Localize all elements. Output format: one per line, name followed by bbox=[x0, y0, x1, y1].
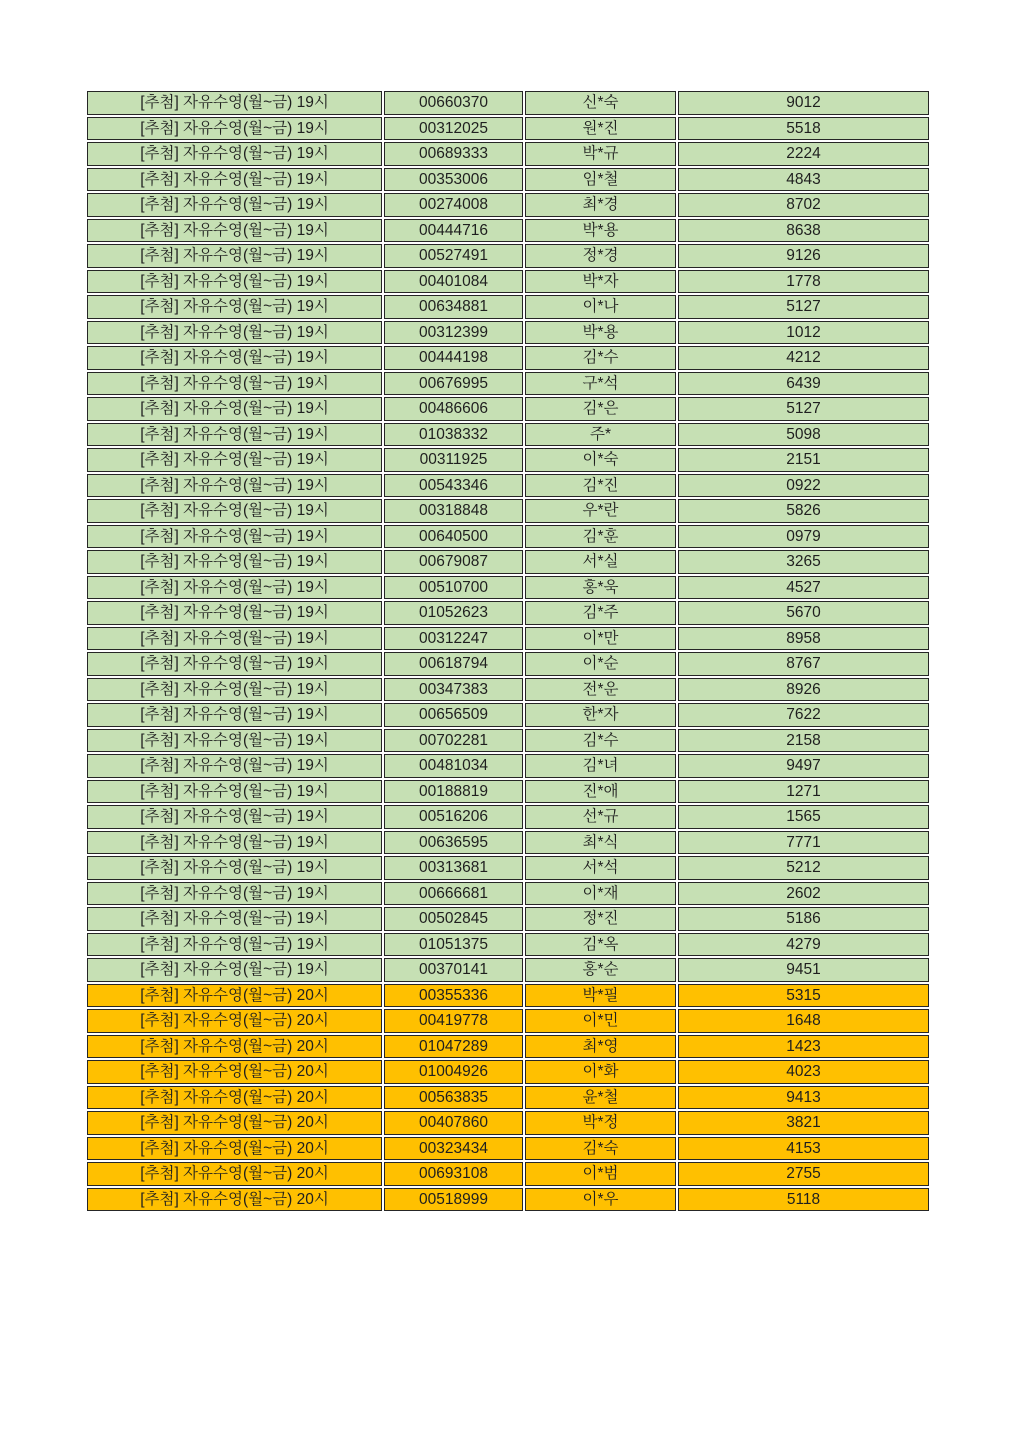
table-row bbox=[87, 270, 929, 294]
draw-number-cell: 5826 bbox=[678, 499, 929, 523]
name-cell: 김*은 bbox=[525, 397, 676, 421]
name-cell: 김*진 bbox=[525, 474, 676, 498]
draw-number-cell: 8702 bbox=[678, 193, 929, 217]
name-cell: 이*범 bbox=[525, 1162, 676, 1186]
table-row bbox=[87, 1086, 929, 1110]
name-cell: 구*석 bbox=[525, 372, 676, 396]
table-row bbox=[87, 907, 929, 931]
program-cell: [추첨] 자유수영(월~금) 19시 bbox=[87, 219, 382, 243]
member-id-cell: 00527491 bbox=[384, 244, 523, 268]
table-row bbox=[87, 1060, 929, 1084]
member-id-cell: 00660370 bbox=[384, 91, 523, 115]
name-cell: 한*자 bbox=[525, 703, 676, 727]
program-cell: [추첨] 자유수영(월~금) 19시 bbox=[87, 525, 382, 549]
draw-number-cell: 5127 bbox=[678, 397, 929, 421]
program-cell: [추첨] 자유수영(월~금) 19시 bbox=[87, 244, 382, 268]
table-row bbox=[87, 550, 929, 574]
program-cell: [추첨] 자유수영(월~금) 20시 bbox=[87, 1060, 382, 1084]
member-id-cell: 00353006 bbox=[384, 168, 523, 192]
member-id-cell: 01047289 bbox=[384, 1035, 523, 1059]
name-cell: 김*훈 bbox=[525, 525, 676, 549]
draw-number-cell: 1565 bbox=[678, 805, 929, 829]
program-cell: [추첨] 자유수영(월~금) 19시 bbox=[87, 270, 382, 294]
table-row bbox=[87, 805, 929, 829]
program-cell: [추첨] 자유수영(월~금) 19시 bbox=[87, 856, 382, 880]
member-id-cell: 00318848 bbox=[384, 499, 523, 523]
name-cell: 신*숙 bbox=[525, 91, 676, 115]
member-id-cell: 00693108 bbox=[384, 1162, 523, 1186]
program-cell: [추첨] 자유수영(월~금) 19시 bbox=[87, 627, 382, 651]
draw-number-cell: 5127 bbox=[678, 295, 929, 319]
name-cell: 이*재 bbox=[525, 882, 676, 906]
table-row bbox=[87, 423, 929, 447]
member-id-cell: 00486606 bbox=[384, 397, 523, 421]
program-cell: [추첨] 자유수영(월~금) 19시 bbox=[87, 321, 382, 345]
member-id-cell: 00636595 bbox=[384, 831, 523, 855]
member-id-cell: 00656509 bbox=[384, 703, 523, 727]
member-id-cell: 00666681 bbox=[384, 882, 523, 906]
member-id-cell: 00689333 bbox=[384, 142, 523, 166]
member-id-cell: 00370141 bbox=[384, 958, 523, 982]
program-cell: [추첨] 자유수영(월~금) 19시 bbox=[87, 346, 382, 370]
draw-number-cell: 8958 bbox=[678, 627, 929, 651]
program-cell: [추첨] 자유수영(월~금) 19시 bbox=[87, 652, 382, 676]
member-id-cell: 00313681 bbox=[384, 856, 523, 880]
program-cell: [추첨] 자유수영(월~금) 19시 bbox=[87, 958, 382, 982]
name-cell: 최*경 bbox=[525, 193, 676, 217]
draw-number-cell: 3821 bbox=[678, 1111, 929, 1135]
member-id-cell: 00679087 bbox=[384, 550, 523, 574]
member-id-cell: 00188819 bbox=[384, 780, 523, 804]
program-cell: [추첨] 자유수영(월~금) 19시 bbox=[87, 142, 382, 166]
program-cell: [추첨] 자유수영(월~금) 19시 bbox=[87, 754, 382, 778]
table-row bbox=[87, 474, 929, 498]
draw-number-cell: 9497 bbox=[678, 754, 929, 778]
name-cell: 최*영 bbox=[525, 1035, 676, 1059]
table-row bbox=[87, 193, 929, 217]
name-cell: 김*숙 bbox=[525, 1137, 676, 1161]
table-row bbox=[87, 984, 929, 1008]
program-cell: [추첨] 자유수영(월~금) 19시 bbox=[87, 474, 382, 498]
member-id-cell: 00323434 bbox=[384, 1137, 523, 1161]
table-row bbox=[87, 142, 929, 166]
table-row bbox=[87, 219, 929, 243]
draw-number-cell: 2224 bbox=[678, 142, 929, 166]
table-row bbox=[87, 295, 929, 319]
draw-number-cell: 1423 bbox=[678, 1035, 929, 1059]
draw-number-cell: 3265 bbox=[678, 550, 929, 574]
draw-number-cell: 2158 bbox=[678, 729, 929, 753]
results-table-container bbox=[85, 89, 931, 1213]
member-id-cell: 00311925 bbox=[384, 448, 523, 472]
draw-number-cell: 2755 bbox=[678, 1162, 929, 1186]
table-row bbox=[87, 117, 929, 141]
table-row bbox=[87, 856, 929, 880]
member-id-cell: 00419778 bbox=[384, 1009, 523, 1033]
name-cell: 정*경 bbox=[525, 244, 676, 268]
table-row bbox=[87, 576, 929, 600]
draw-number-cell: 1271 bbox=[678, 780, 929, 804]
name-cell: 주* bbox=[525, 423, 676, 447]
table-row bbox=[87, 1009, 929, 1033]
draw-number-cell: 7771 bbox=[678, 831, 929, 855]
program-cell: [추첨] 자유수영(월~금) 19시 bbox=[87, 907, 382, 931]
table-row bbox=[87, 346, 929, 370]
draw-number-cell: 8926 bbox=[678, 678, 929, 702]
draw-number-cell: 1012 bbox=[678, 321, 929, 345]
draw-number-cell: 5118 bbox=[678, 1188, 929, 1212]
program-cell: [추첨] 자유수영(월~금) 20시 bbox=[87, 1086, 382, 1110]
draw-number-cell: 1778 bbox=[678, 270, 929, 294]
table-row bbox=[87, 627, 929, 651]
draw-number-cell: 2602 bbox=[678, 882, 929, 906]
program-cell: [추첨] 자유수영(월~금) 19시 bbox=[87, 780, 382, 804]
name-cell: 원*진 bbox=[525, 117, 676, 141]
table-row bbox=[87, 601, 929, 625]
program-cell: [추첨] 자유수영(월~금) 20시 bbox=[87, 1162, 382, 1186]
name-cell: 서*석 bbox=[525, 856, 676, 880]
name-cell: 김*수 bbox=[525, 346, 676, 370]
table-row bbox=[87, 168, 929, 192]
draw-number-cell: 5670 bbox=[678, 601, 929, 625]
member-id-cell: 01038332 bbox=[384, 423, 523, 447]
name-cell: 김*주 bbox=[525, 601, 676, 625]
member-id-cell: 01051375 bbox=[384, 933, 523, 957]
program-cell: [추첨] 자유수영(월~금) 19시 bbox=[87, 729, 382, 753]
member-id-cell: 00543346 bbox=[384, 474, 523, 498]
member-id-cell: 00676995 bbox=[384, 372, 523, 396]
draw-number-cell: 4527 bbox=[678, 576, 929, 600]
draw-number-cell: 9451 bbox=[678, 958, 929, 982]
draw-number-cell: 1648 bbox=[678, 1009, 929, 1033]
table-row bbox=[87, 831, 929, 855]
draw-number-cell: 4023 bbox=[678, 1060, 929, 1084]
name-cell: 윤*철 bbox=[525, 1086, 676, 1110]
program-cell: [추첨] 자유수영(월~금) 19시 bbox=[87, 601, 382, 625]
program-cell: [추첨] 자유수영(월~금) 19시 bbox=[87, 576, 382, 600]
table-row bbox=[87, 397, 929, 421]
member-id-cell: 00502845 bbox=[384, 907, 523, 931]
draw-number-cell: 5098 bbox=[678, 423, 929, 447]
program-cell: [추첨] 자유수영(월~금) 19시 bbox=[87, 831, 382, 855]
member-id-cell: 00444716 bbox=[384, 219, 523, 243]
draw-number-cell: 8638 bbox=[678, 219, 929, 243]
member-id-cell: 01004926 bbox=[384, 1060, 523, 1084]
table-row bbox=[87, 754, 929, 778]
table-body bbox=[87, 91, 929, 1211]
name-cell: 이*화 bbox=[525, 1060, 676, 1084]
member-id-cell: 00618794 bbox=[384, 652, 523, 676]
member-id-cell: 00481034 bbox=[384, 754, 523, 778]
program-cell: [추첨] 자유수영(월~금) 19시 bbox=[87, 933, 382, 957]
draw-number-cell: 5315 bbox=[678, 984, 929, 1008]
draw-number-cell: 9413 bbox=[678, 1086, 929, 1110]
table-row bbox=[87, 372, 929, 396]
member-id-cell: 00274008 bbox=[384, 193, 523, 217]
program-cell: [추첨] 자유수영(월~금) 19시 bbox=[87, 295, 382, 319]
program-cell: [추첨] 자유수영(월~금) 19시 bbox=[87, 703, 382, 727]
table-row bbox=[87, 499, 929, 523]
draw-number-cell: 5518 bbox=[678, 117, 929, 141]
member-id-cell: 00563835 bbox=[384, 1086, 523, 1110]
name-cell: 최*식 bbox=[525, 831, 676, 855]
member-id-cell: 00516206 bbox=[384, 805, 523, 829]
table-row bbox=[87, 91, 929, 115]
name-cell: 박*규 bbox=[525, 142, 676, 166]
program-cell: [추첨] 자유수영(월~금) 19시 bbox=[87, 168, 382, 192]
draw-number-cell: 7622 bbox=[678, 703, 929, 727]
member-id-cell: 00518999 bbox=[384, 1188, 523, 1212]
name-cell: 김*수 bbox=[525, 729, 676, 753]
table-row bbox=[87, 1111, 929, 1135]
name-cell: 박*용 bbox=[525, 321, 676, 345]
table-row bbox=[87, 321, 929, 345]
program-cell: [추첨] 자유수영(월~금) 19시 bbox=[87, 423, 382, 447]
program-cell: [추첨] 자유수영(월~금) 19시 bbox=[87, 499, 382, 523]
name-cell: 이*민 bbox=[525, 1009, 676, 1033]
name-cell: 전*운 bbox=[525, 678, 676, 702]
table-row bbox=[87, 1162, 929, 1186]
program-cell: [추첨] 자유수영(월~금) 19시 bbox=[87, 678, 382, 702]
program-cell: [추첨] 자유수영(월~금) 19시 bbox=[87, 91, 382, 115]
draw-number-cell: 0979 bbox=[678, 525, 929, 549]
program-cell: [추첨] 자유수영(월~금) 20시 bbox=[87, 1137, 382, 1161]
draw-number-cell: 4843 bbox=[678, 168, 929, 192]
program-cell: [추첨] 자유수영(월~금) 20시 bbox=[87, 1188, 382, 1212]
name-cell: 선*규 bbox=[525, 805, 676, 829]
program-cell: [추첨] 자유수영(월~금) 20시 bbox=[87, 1009, 382, 1033]
table-row bbox=[87, 882, 929, 906]
draw-number-cell: 4153 bbox=[678, 1137, 929, 1161]
member-id-cell: 00634881 bbox=[384, 295, 523, 319]
member-id-cell: 00312025 bbox=[384, 117, 523, 141]
member-id-cell: 01052623 bbox=[384, 601, 523, 625]
draw-number-cell: 8767 bbox=[678, 652, 929, 676]
table-row bbox=[87, 1188, 929, 1212]
name-cell: 임*철 bbox=[525, 168, 676, 192]
draw-number-cell: 5212 bbox=[678, 856, 929, 880]
draw-number-cell: 4212 bbox=[678, 346, 929, 370]
name-cell: 김*녀 bbox=[525, 754, 676, 778]
program-cell: [추첨] 자유수영(월~금) 19시 bbox=[87, 117, 382, 141]
name-cell: 홍*욱 bbox=[525, 576, 676, 600]
table-row bbox=[87, 703, 929, 727]
program-cell: [추첨] 자유수영(월~금) 20시 bbox=[87, 984, 382, 1008]
name-cell: 홍*순 bbox=[525, 958, 676, 982]
table-row bbox=[87, 933, 929, 957]
member-id-cell: 00355336 bbox=[384, 984, 523, 1008]
draw-number-cell: 4279 bbox=[678, 933, 929, 957]
name-cell: 이*나 bbox=[525, 295, 676, 319]
program-cell: [추첨] 자유수영(월~금) 19시 bbox=[87, 550, 382, 574]
member-id-cell: 00640500 bbox=[384, 525, 523, 549]
table-row bbox=[87, 448, 929, 472]
draw-number-cell: 5186 bbox=[678, 907, 929, 931]
name-cell: 이*순 bbox=[525, 652, 676, 676]
table-row bbox=[87, 1035, 929, 1059]
member-id-cell: 00407860 bbox=[384, 1111, 523, 1135]
table-row bbox=[87, 1137, 929, 1161]
member-id-cell: 00312399 bbox=[384, 321, 523, 345]
program-cell: [추첨] 자유수영(월~금) 19시 bbox=[87, 882, 382, 906]
name-cell: 이*우 bbox=[525, 1188, 676, 1212]
draw-number-cell: 2151 bbox=[678, 448, 929, 472]
table-row bbox=[87, 729, 929, 753]
table-row bbox=[87, 678, 929, 702]
draw-number-cell: 0922 bbox=[678, 474, 929, 498]
table-row bbox=[87, 244, 929, 268]
draw-number-cell: 6439 bbox=[678, 372, 929, 396]
name-cell: 진*애 bbox=[525, 780, 676, 804]
member-id-cell: 00444198 bbox=[384, 346, 523, 370]
program-cell: [추첨] 자유수영(월~금) 20시 bbox=[87, 1111, 382, 1135]
name-cell: 우*란 bbox=[525, 499, 676, 523]
lottery-results-table bbox=[85, 89, 931, 1213]
name-cell: 서*실 bbox=[525, 550, 676, 574]
draw-number-cell: 9126 bbox=[678, 244, 929, 268]
member-id-cell: 00347383 bbox=[384, 678, 523, 702]
name-cell: 정*진 bbox=[525, 907, 676, 931]
name-cell: 이*숙 bbox=[525, 448, 676, 472]
program-cell: [추첨] 자유수영(월~금) 20시 bbox=[87, 1035, 382, 1059]
table-row bbox=[87, 652, 929, 676]
program-cell: [추첨] 자유수영(월~금) 19시 bbox=[87, 372, 382, 396]
name-cell: 김*옥 bbox=[525, 933, 676, 957]
name-cell: 박*정 bbox=[525, 1111, 676, 1135]
name-cell: 이*만 bbox=[525, 627, 676, 651]
table-row bbox=[87, 780, 929, 804]
member-id-cell: 00702281 bbox=[384, 729, 523, 753]
member-id-cell: 00510700 bbox=[384, 576, 523, 600]
name-cell: 박*용 bbox=[525, 219, 676, 243]
name-cell: 박*자 bbox=[525, 270, 676, 294]
program-cell: [추첨] 자유수영(월~금) 19시 bbox=[87, 805, 382, 829]
name-cell: 박*필 bbox=[525, 984, 676, 1008]
program-cell: [추첨] 자유수영(월~금) 19시 bbox=[87, 193, 382, 217]
draw-number-cell: 9012 bbox=[678, 91, 929, 115]
member-id-cell: 00401084 bbox=[384, 270, 523, 294]
program-cell: [추첨] 자유수영(월~금) 19시 bbox=[87, 448, 382, 472]
program-cell: [추첨] 자유수영(월~금) 19시 bbox=[87, 397, 382, 421]
table-row bbox=[87, 958, 929, 982]
member-id-cell: 00312247 bbox=[384, 627, 523, 651]
table-row bbox=[87, 525, 929, 549]
